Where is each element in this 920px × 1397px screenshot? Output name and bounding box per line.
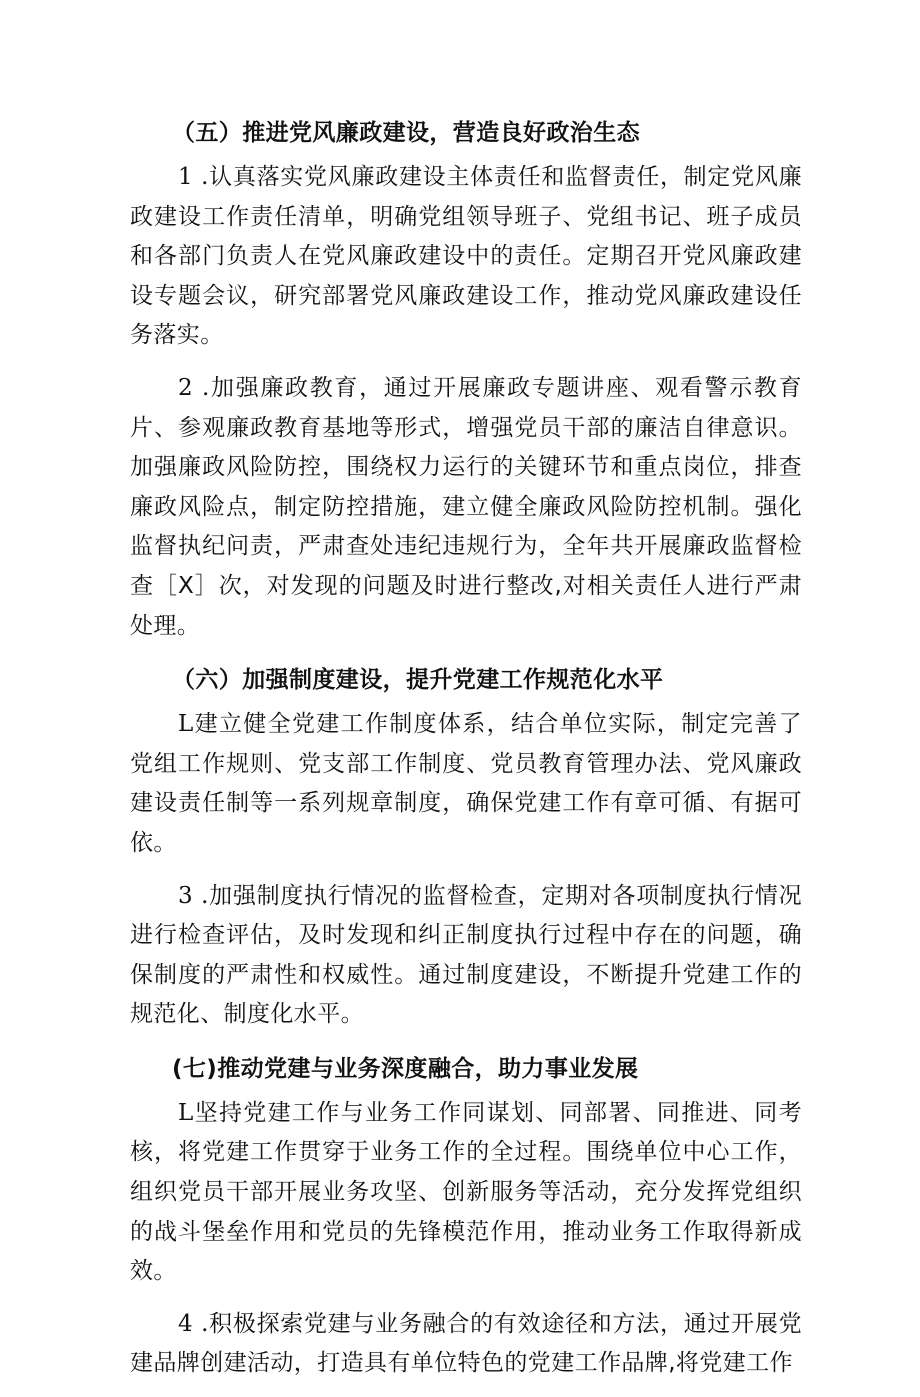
paragraph-7-1 [130, 1094, 802, 1292]
item-number: 3 . [178, 882, 209, 909]
paragraph-7-4 [130, 1305, 802, 1384]
paragraph-text: 加强制度执行情况的监督检查，定期对各项制度执行情况进行检查评估，及时发现和纠正制度执行过程中存在的问题，确保制度的严肃性和权威性。通过制度建设，不断提升党建工作的规范化、制度化水平。 [130, 882, 802, 1028]
paragraph-text: 坚持党建工作与业务工作同谋划、同部署、同推进、同考核，将党建工作贯穿于业务工作的全过程。围绕单位中心工作，组织党员干部开展业务攻坚、创新服务等活动，充分发挥党组织的战斗堡垒作用和党员的先锋模范作用，推动业务工作取得新成效。 [130, 1099, 802, 1285]
paragraph-text: 加强廉政教育，通过开展廉政专题讲座、观看警示教育片、参观廉政教育基地等形式，增强党员干部的廉洁自律意识。加强廉政风险防控，围绕权力运行的关键环节和重点岗位，排查廉政风险点，制定防控措施，建立健全廉政风险防控机制。强化监督执纪问责，严肃查处违纪违规行为，全年共开展廉政监督检查［X］次，对发现的问题及时进行整改,对相关责任人进行严肃处理。 [130, 374, 802, 639]
paragraph-6-1 [130, 705, 802, 863]
paragraph-text: 积极探索党建与业务融合的有效途径和方法，通过开展党建品牌创建活动，打造具有单位特色的党建工作品牌,将党建工作 [130, 1310, 802, 1377]
paragraph-6-3 [130, 877, 802, 1035]
item-number: 4 . [178, 1310, 209, 1337]
paragraph-text: 建立健全党建工作制度体系，结合单位实际，制定完善了党组工作规则、党支部工作制度、党员教育管理办法、党风廉政建设责任制等一系列规章制度，确保党建工作有章可循、有据可依。 [130, 711, 802, 856]
section-heading-7: (七)推动党建与业务深度融合，助力事业发展 [172, 1055, 639, 1082]
item-number: L [178, 1099, 194, 1126]
paragraph-text: 认真落实党风廉政建设主体责任和监督责任，制定党风廉政建设工作责任清单，明确党组领导班子、党组书记、班子成员和各部门负责人在党风廉政建设中的责任。定期召开党风廉政建设专题会议，研究部署党风廉政建设工作，推动党风廉政建设任务落实。 [130, 164, 802, 349]
item-number: 2 . [178, 374, 210, 401]
paragraph-5-1 [130, 158, 802, 356]
section-heading-6: （六）加强制度建设，提升党建工作规范化水平 [172, 667, 664, 694]
item-number: L [178, 711, 194, 738]
item-number: 1 . [178, 164, 209, 190]
section-heading-5: （五）推进党风廉政建设，营造良好政治生态 [172, 120, 640, 146]
document-body [130, 112, 802, 1397]
paragraph-5-2 [130, 369, 802, 646]
